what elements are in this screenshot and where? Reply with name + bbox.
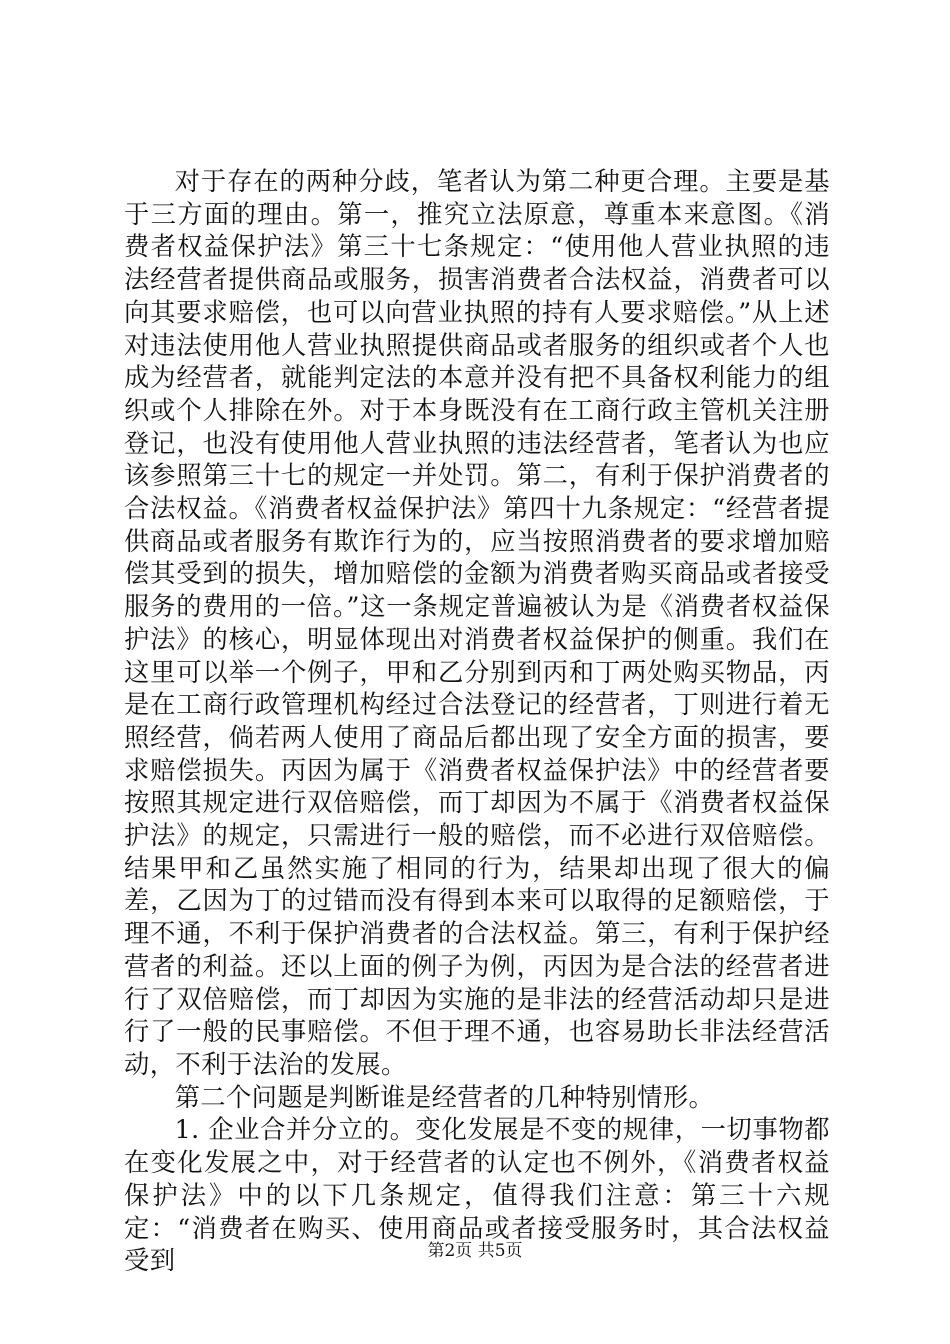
document-body [124,166,830,1278]
paragraph-reasons: 对于存在的两种分歧，笔者认为第二种更合理。主要是基于三方面的理由。第一，推究立法原意，尊重本来意图。《消费者权益保护法》第三十七条规定：“使用他人营业执照的违法经营者提供商品或服务，损害消费者合法权益，消费者可以向其要求赔偿，也可以向营业执照的持有人要求赔偿。”从上述对违法使用他人营业执照提供商品或者服务的组织或者个人也成为经营者，就能判定法的本意并没有把不具备权利能力的组织或个人排除在外。对于本身既没有在工商行政主管机关注册登记，也没有使用他人营业执照的违法经营者，笔者认为也应该参照第三十七的规定一并处罚。第二，有利于保护消费者的合法权益。《消费者权益保护法》第四十九条规定：“经营者提供商品或者服务有欺诈行为的，应当按照消费者的要求增加赔偿其受到的损失，增加赔偿的金额为消费者购买商品或者接受服务的费用的一倍。”这一条规定普遍被认为是《消费者权益保护法》的核心，明显体现出对消费者权益保护的侧重。我们在这里可以举一个例子，甲和乙分别到丙和丁两处购买物品，丙是在工商行政管理机构经过合法登记的经营者，丁则进行着无照经营，倘若两人使用了商品后都出现了安全方面的损害，要求赔偿损失。丙因为属于《消费者权益保护法》中的经营者要按照其规定进行双倍赔偿，而丁却因为不属于《消费者权益保护法》的规定，只需进行一般的赔偿，而不必进行双倍赔偿。结果甲和乙虽然实施了相同的行为，结果却出现了很大的偏差，乙因为丁的过错而没有得到本来可以取得的足额赔偿，于理不通，不利于保护消费者的合法权益。第三，有利于保护经营者的利益。还以上面的例子为例，丙因为是合法的经营者进行了双倍赔偿，而丁却因为实施的是非法的经营活动却只是进行了一般的民事赔偿。不但于理不通，也容易助长非法经营活动，不利于法治的发展。 [124,167,830,1079]
paragraph-second-question: 第二个问题是判断谁是经营者的几种特别情形。 [174,1082,715,1112]
paragraph-merger-split: 1. 企业合并分立的。变化发展是不变的规律，一切事物都在变化发展之中，对于经营者的认定也不例外，《消费者权益保护法》中的以下几条规定，值得我们注意：第三十六规定：“消费者在购买、使用商品或者接受服务时，其合法权益受到 [124,1115,830,1276]
page-footer: 第2页 共5页 [427,1241,523,1261]
